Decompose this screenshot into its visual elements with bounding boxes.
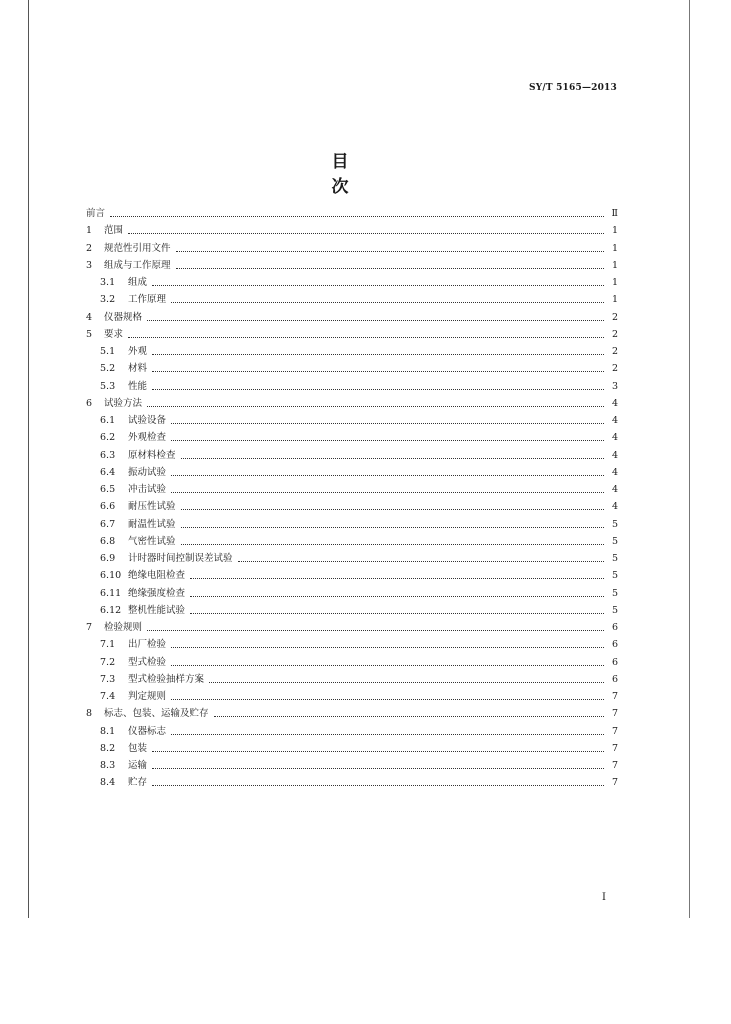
toc-entry[interactable] <box>100 428 618 444</box>
toc-entry[interactable] <box>100 670 618 686</box>
toc-dot-leader <box>152 750 604 752</box>
toc-entry[interactable] <box>100 463 618 479</box>
toc-entry-page: 7 <box>611 777 618 789</box>
toc-entry-number: 6.11 <box>100 587 122 599</box>
toc-entry-title: 冲击试验 <box>128 484 167 495</box>
toc-entry[interactable] <box>86 394 618 410</box>
toc-entry-number: 6.3 <box>100 449 116 461</box>
toc-entry-title: 耐温性试验 <box>128 518 176 530</box>
toc-entry-page: Ⅱ <box>611 208 618 219</box>
toc-dot-leader <box>181 543 604 545</box>
toc-entry-title: 绝缘电阻检查 <box>128 570 186 582</box>
toc-entry-title: 外观 <box>128 346 148 357</box>
toc-dot-leader <box>181 508 604 510</box>
toc-entry-page: 5 <box>611 587 618 599</box>
toc-entry-number: 8.1 <box>100 725 116 737</box>
toc-entry-page: 6 <box>611 622 618 633</box>
toc-entry-page: 4 <box>611 432 618 444</box>
toc-entry-number: 6.10 <box>100 570 122 582</box>
toc-entry-page: 4 <box>611 397 618 409</box>
toc-entry[interactable] <box>86 325 618 341</box>
toc-entry-page: 5 <box>611 535 618 547</box>
toc-entry[interactable] <box>100 532 618 548</box>
toc-dot-leader <box>171 646 604 648</box>
toc-dot-leader <box>147 319 604 321</box>
toc-entry[interactable] <box>86 221 618 237</box>
toc-entry-number: 6.6 <box>100 501 116 513</box>
toc-dot-leader <box>190 595 604 597</box>
toc-entry-title: 原材料检查 <box>128 449 176 461</box>
toc-entry-title: 仪器规格 <box>104 311 143 323</box>
toc-entry[interactable] <box>100 601 618 617</box>
toc-entry-title: 计时器时间控制误差试验 <box>128 553 233 564</box>
toc-entry[interactable] <box>100 480 618 496</box>
toc-entry-page: 4 <box>611 466 618 478</box>
toc-entry-title: 组成 <box>128 277 148 288</box>
toc-entry[interactable] <box>86 204 618 220</box>
toc-entry-page: 4 <box>611 415 618 426</box>
toc-entry-title: 出厂检验 <box>128 639 167 651</box>
toc-entry-number: 3.2 <box>100 294 116 306</box>
toc-entry[interactable] <box>100 687 618 703</box>
toc-dot-leader <box>152 353 604 355</box>
toc-dot-leader <box>171 301 604 303</box>
toc-entry-page: 3 <box>611 380 618 392</box>
toc-entry-title: 气密性试验 <box>128 535 176 547</box>
toc-entry-number: 5.2 <box>100 363 116 375</box>
toc-entry[interactable] <box>86 704 618 720</box>
scan-left-edge <box>28 0 29 918</box>
toc-entry[interactable] <box>100 273 618 289</box>
toc-entry-page: 2 <box>611 311 618 323</box>
toc-entry[interactable] <box>100 290 618 306</box>
toc-entry-page: 7 <box>611 708 618 720</box>
toc-entry-number: 7.2 <box>100 656 116 668</box>
toc-dot-leader <box>171 422 604 424</box>
toc-dot-leader <box>128 336 604 338</box>
toc-entry[interactable] <box>100 584 618 600</box>
toc-entry-title: 振动试验 <box>128 466 167 478</box>
toc-dot-leader <box>181 526 604 528</box>
toc-entry-page: 4 <box>611 449 618 461</box>
toc-entry-title: 工作原理 <box>128 294 167 306</box>
toc-entry[interactable] <box>100 722 618 738</box>
toc-entry-page: 7 <box>611 691 618 702</box>
toc-entry[interactable] <box>100 515 618 531</box>
toc-entry-title: 判定规则 <box>128 691 167 702</box>
toc-entry-number: 8 <box>86 708 93 720</box>
toc-entry-number: 1 <box>86 225 93 237</box>
toc-entry-title: 型式检验 <box>128 656 167 668</box>
toc-entry-page: 5 <box>611 518 618 530</box>
toc-entry[interactable] <box>100 342 618 358</box>
toc-entry-number: 5.1 <box>100 346 116 357</box>
toc-entry-number: 6 <box>86 397 93 409</box>
toc-entry-title: 试验方法 <box>104 397 143 409</box>
toc-dot-leader <box>176 250 604 252</box>
toc-entry-page: 7 <box>611 725 618 737</box>
toc-entry-number: 6.8 <box>100 535 116 547</box>
toc-entry-number: 8.2 <box>100 742 116 754</box>
toc-entry-number: 3.1 <box>100 277 116 288</box>
toc-dot-leader <box>171 664 604 666</box>
toc-entry-number: 7 <box>86 622 93 633</box>
toc-entry-number: 6.4 <box>100 466 116 478</box>
toc-entry-number: 6.5 <box>100 484 116 495</box>
toc-entry-title: 标志、包装、运输及贮存 <box>104 708 209 720</box>
toc-dot-leader <box>128 232 604 234</box>
toc-entry[interactable] <box>86 239 618 255</box>
toc-entry[interactable] <box>100 411 618 427</box>
toc-entry-title: 检验规则 <box>104 622 143 633</box>
toc-entry-title: 仪器标志 <box>128 725 167 737</box>
toc-entry-page: 2 <box>611 328 618 340</box>
toc-entry-page: 1 <box>611 242 618 254</box>
toc-entry-title: 要求 <box>104 328 124 340</box>
toc-entry-title: 型式检验抽样方案 <box>128 673 205 685</box>
scan-right-edge <box>689 0 690 918</box>
toc-entry[interactable] <box>100 756 618 772</box>
toc-entry-title: 前言 <box>86 208 106 219</box>
toc-entry-number: 6.9 <box>100 553 116 564</box>
toc-entry-number: 6.7 <box>100 518 116 530</box>
toc-entry-number: 8.3 <box>100 760 116 771</box>
toc-entry[interactable] <box>100 635 618 651</box>
toc-dot-leader <box>171 439 604 441</box>
standard-code: SY/T 5165—2013 <box>529 83 617 93</box>
toc-dot-leader <box>152 784 604 786</box>
page-title: 目 次 <box>331 152 446 197</box>
toc-entry-page: 6 <box>611 639 618 651</box>
toc-entry[interactable] <box>100 773 618 789</box>
toc-entry-number: 4 <box>86 311 93 323</box>
toc-dot-leader <box>147 405 604 407</box>
toc-entry[interactable] <box>100 377 618 393</box>
toc-entry-number: 5.3 <box>100 380 116 392</box>
toc-dot-leader <box>214 715 604 717</box>
toc-dot-leader <box>238 560 604 562</box>
toc-entry-title: 规范性引用文件 <box>104 242 171 254</box>
toc-entry-title: 范围 <box>104 225 124 237</box>
toc-entry-number: 5 <box>86 328 93 340</box>
toc-entry[interactable] <box>100 739 618 755</box>
toc-dot-leader <box>152 767 604 769</box>
toc-entry[interactable] <box>86 256 618 272</box>
toc-entry-title: 运输 <box>128 760 148 771</box>
toc-dot-leader <box>152 370 604 372</box>
toc-entry-page: 1 <box>611 277 618 288</box>
toc-entry-number: 6.12 <box>100 604 122 616</box>
toc-dot-leader <box>152 284 604 286</box>
toc-entry-page: 4 <box>611 501 618 513</box>
toc-entry-page: 4 <box>611 484 618 495</box>
toc-entry-title: 绝缘强度检查 <box>128 587 186 599</box>
toc-entry-number: 7.4 <box>100 691 116 702</box>
toc-entry-number: 7.1 <box>100 639 116 651</box>
toc-dot-leader <box>171 491 604 493</box>
toc-entry-title: 整机性能试验 <box>128 604 186 616</box>
toc-entry-number: 6.2 <box>100 432 116 444</box>
toc-entry-title: 包装 <box>128 742 148 754</box>
toc-entry-title: 试验设备 <box>128 415 167 426</box>
toc-dot-leader <box>176 267 604 269</box>
toc-entry-number: 3 <box>86 259 93 271</box>
toc-entry[interactable] <box>100 359 618 375</box>
toc-entry-page: 1 <box>611 294 618 306</box>
toc-entry[interactable] <box>100 653 618 669</box>
toc-entry-page: 5 <box>611 553 618 564</box>
toc-dot-leader <box>181 457 604 459</box>
toc-entry-number: 2 <box>86 242 93 254</box>
toc-dot-leader <box>171 733 604 735</box>
toc-dot-leader <box>171 474 604 476</box>
toc-entry-title: 组成与工作原理 <box>104 259 171 271</box>
toc-entry-number: 7.3 <box>100 673 116 685</box>
toc-dot-leader <box>147 629 604 631</box>
toc-entry[interactable] <box>100 446 618 462</box>
toc-entry[interactable] <box>100 497 618 513</box>
toc-entry-page: 6 <box>611 673 618 685</box>
toc-entry-page: 1 <box>611 225 618 237</box>
toc-entry-number: 6.1 <box>100 415 116 426</box>
toc-entry-page: 6 <box>611 656 618 668</box>
toc-dot-leader <box>110 215 604 217</box>
toc-entry[interactable] <box>100 549 618 565</box>
toc-entry-title: 性能 <box>128 380 148 392</box>
toc-entry-number: 8.4 <box>100 777 116 789</box>
toc-dot-leader <box>190 612 604 614</box>
toc-entry-page: 5 <box>611 570 618 582</box>
toc-entry-page: 7 <box>611 742 618 754</box>
toc-entry-title: 外观检查 <box>128 432 167 444</box>
toc-dot-leader <box>190 577 604 579</box>
toc-entry-title: 贮存 <box>128 777 148 789</box>
toc-dot-leader <box>209 681 604 683</box>
toc-entry[interactable] <box>100 566 618 582</box>
toc-entry-title: 材料 <box>128 363 148 375</box>
toc-entry-page: 5 <box>611 604 618 616</box>
toc-entry-page: 2 <box>611 346 618 357</box>
toc-entry[interactable] <box>86 618 618 634</box>
toc-dot-leader <box>152 388 604 390</box>
toc-entry-page: 2 <box>611 363 618 375</box>
toc-entry-page: 7 <box>611 760 618 771</box>
toc-dot-leader <box>171 698 604 700</box>
toc-entry-page: 1 <box>611 259 618 271</box>
toc-entry-title: 耐压性试验 <box>128 501 176 513</box>
page-number: I <box>602 892 606 903</box>
toc-entry[interactable] <box>86 308 618 324</box>
